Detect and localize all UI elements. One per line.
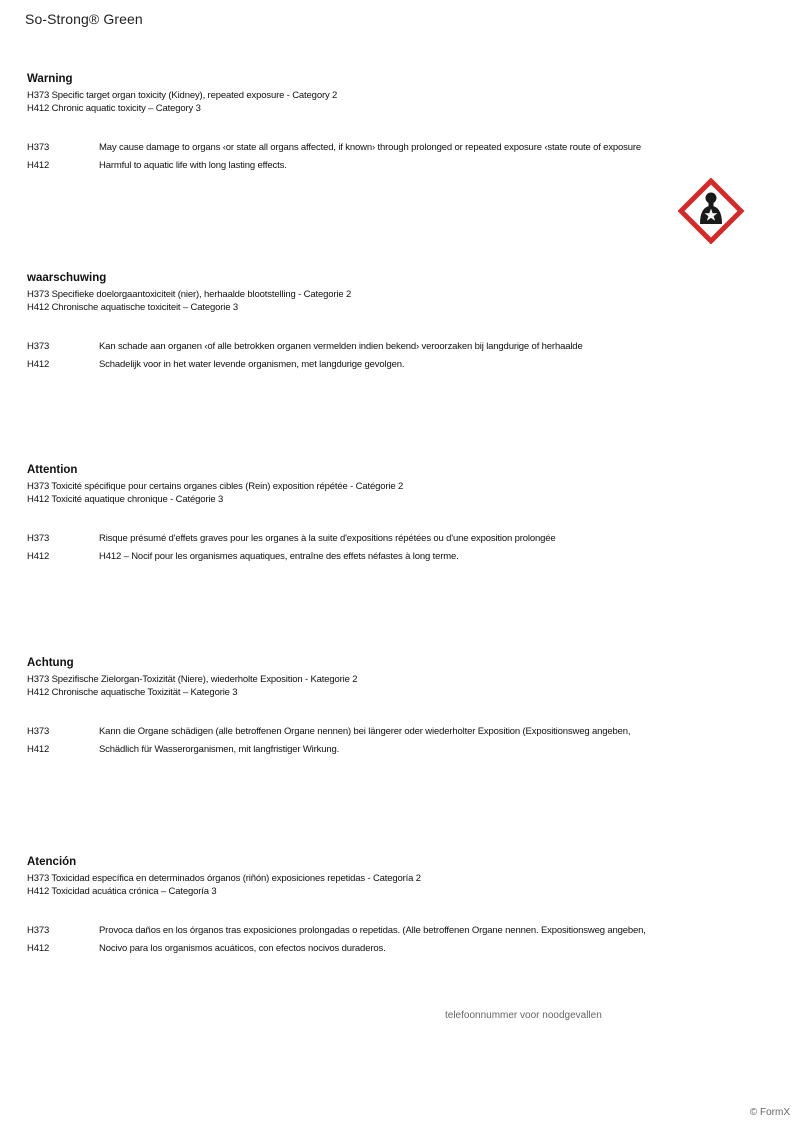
statement-text: H412 – Nocif pour les organismes aquatiques, entraîne des effets néfastes à long terme. <box>99 551 459 562</box>
statement-text: Schädlich für Wasserorganismen, mit langfristiger Wirkung. <box>99 744 340 755</box>
statement-code: H412 <box>27 359 50 370</box>
statement-text: Nocivo para los organismos acuáticos, con efectos nocivos duraderos. <box>99 943 386 954</box>
hazard-statement-row <box>27 340 767 353</box>
statement-code: H373 <box>27 142 50 153</box>
hazard-section-nl <box>27 271 767 376</box>
statement-code: H373 <box>27 726 50 737</box>
statement-code: H373 <box>27 341 50 352</box>
hazard-statement-row <box>27 743 767 756</box>
hazard-section-fr <box>27 463 767 568</box>
statement-text: Risque présumé d'effets graves pour les organes à la suite d'expositions répétées ou d'une exposition prolongée <box>99 533 556 544</box>
signal-word: waarschuwing <box>27 272 107 284</box>
statement-text: Kan schade aan organen ‹of alle betrokken organen vermelden indien bekend› veroorzaken bij langdurige of herhaalde <box>99 341 583 352</box>
hazard-statement-row <box>27 550 767 563</box>
page-title: So-Strong® Green <box>25 11 143 27</box>
copyright-notice: © FormX <box>749 1107 790 1118</box>
classification-line: H373 Specifieke doelorgaantoxiciteit (nier), herhaalde blootstelling - Categorie 2 <box>27 289 352 300</box>
health-hazard-icon <box>678 178 744 244</box>
hazard-statements <box>27 725 767 756</box>
statement-text: Kann die Organe schädigen (alle betroffenen Organe nennen) bei längerer oder wiederholter Exposition (Expositionsweg angeben, <box>99 726 631 737</box>
statement-code: H373 <box>27 533 50 544</box>
statement-code: H412 <box>27 744 50 755</box>
hazard-statement-row <box>27 532 767 545</box>
statement-text: May cause damage to organs ‹or state all organs affected, if known› through prolonged or repeated exposure ‹state route of exposure <box>99 142 642 153</box>
classification-line: H373 Toxicité spécifique pour certains organes cibles (Rein) exposition répétée - Catégorie 2 <box>27 481 404 492</box>
hazard-statement-row <box>27 159 767 172</box>
hazard-section-en <box>27 72 767 177</box>
classification-line: H412 Chronic aquatic toxicity – Category 3 <box>27 103 201 114</box>
statement-text: Schadelijk voor in het water levende organismen, met langdurige gevolgen. <box>99 359 405 370</box>
hazard-statements <box>27 340 767 371</box>
classification-line: H373 Specific target organ toxicity (Kidney), repeated exposure - Category 2 <box>27 90 338 101</box>
classification-line: H412 Chronische aquatische Toxizität – Kategorie 3 <box>27 687 238 698</box>
classification-line: H373 Spezifische Zielorgan-Toxizität (Niere), wiederholte Exposition - Kategorie 2 <box>27 674 358 685</box>
hazard-section-de <box>27 656 767 761</box>
hazard-statements <box>27 141 767 172</box>
statement-code: H412 <box>27 943 50 954</box>
hazard-statement-row <box>27 358 767 371</box>
statement-code: H412 <box>27 551 50 562</box>
signal-word: Atención <box>27 856 77 868</box>
statement-text: Harmful to aquatic life with long lasting effects. <box>99 160 287 171</box>
hazard-statement-row <box>27 725 767 738</box>
classification-line: H412 Toxicidad acuática crónica – Categoría 3 <box>27 886 217 897</box>
hazard-statements <box>27 924 767 955</box>
hazard-statement-row <box>27 924 767 937</box>
emergency-phone-label: telefoonnummer voor noodgevallen <box>445 1010 602 1021</box>
statement-code: H373 <box>27 925 50 936</box>
classification-line: H412 Toxicité aquatique chronique - Catégorie 3 <box>27 494 224 505</box>
statement-text: Provoca daños en los órganos tras exposiciones prolongadas o repetidas. (Alle betroffenen Organe nennen. Expositionsweg angeben, <box>99 925 646 936</box>
hazard-statements <box>27 532 767 563</box>
hazard-section-es <box>27 855 767 960</box>
hazard-statement-row <box>27 141 767 154</box>
signal-word: Attention <box>27 464 78 476</box>
signal-word: Warning <box>27 73 73 85</box>
hazard-statement-row <box>27 942 767 955</box>
statement-code: H412 <box>27 160 50 171</box>
classification-line: H373 Toxicidad específica en determinados órganos (riñón) exposiciones repetidas - Categoría 2 <box>27 873 421 884</box>
signal-word: Achtung <box>27 657 74 669</box>
classification-line: H412 Chronische aquatische toxiciteit – Categorie 3 <box>27 302 238 313</box>
